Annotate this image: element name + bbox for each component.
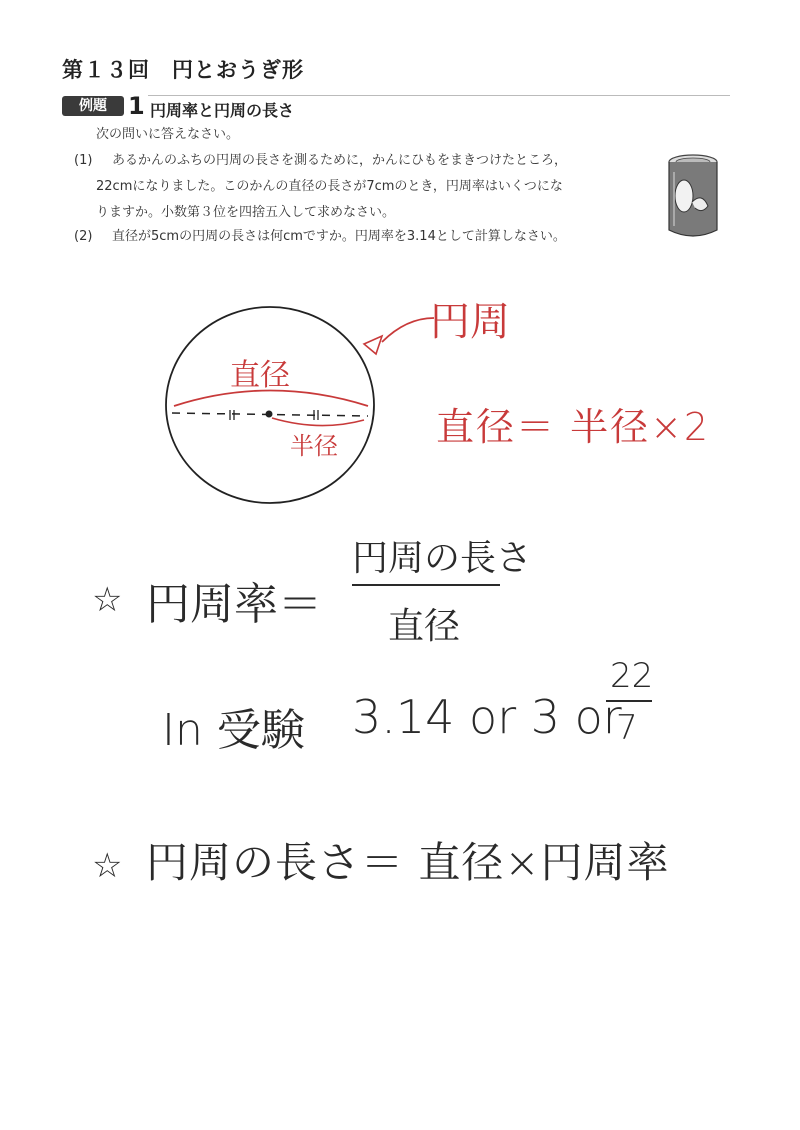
question-1-line-2: 22cmになりました。このかんの直径の長さが7cmのとき，円周率はいくつにな xyxy=(96,179,563,194)
star-icon: ☆ xyxy=(92,846,123,886)
header-divider xyxy=(148,95,730,96)
example-badge: 例題 xyxy=(62,96,124,116)
star-icon: ☆ xyxy=(92,580,123,620)
fraction-denominator: 7 xyxy=(616,708,638,748)
question-2-number: (2) xyxy=(74,229,93,244)
instruction-text: 次の問いに答えなさい。 xyxy=(96,127,240,142)
circumference-label: 円周 xyxy=(430,299,510,345)
question-1-line-1: あるかんのふちの円周の長さを測るために，かんにひもをまきつけたところ， xyxy=(112,153,568,168)
center-point xyxy=(266,411,273,418)
pi-formula-lhs: 円周率＝ xyxy=(146,579,322,630)
pi-numerator: 円周の長さ xyxy=(352,538,533,579)
circle-diagram xyxy=(150,300,390,510)
question-1-line-3: りますか。小数第３位を四捨五入して求めなさい。 xyxy=(96,205,396,220)
exam-values: 3.14 or 3 or xyxy=(352,690,622,744)
diameter-label: 直径 xyxy=(230,358,290,393)
diameter-formula: 直径＝ 半径×2 xyxy=(436,405,711,449)
question-2-line-1: 直径が5cmの円周の長さは何cmですか。円周率を3.14として計算しなさい。 xyxy=(112,229,566,244)
question-1-number: (1) xyxy=(74,153,93,168)
soda-can-illustration xyxy=(662,152,724,242)
lesson-title: 第１３回 円とおうぎ形 xyxy=(62,58,304,82)
circumference-arrow xyxy=(376,312,436,352)
radius-label: 半径 xyxy=(290,432,338,460)
fraction-numerator: 22 xyxy=(610,656,654,696)
exam-prefix: In 受験 xyxy=(162,705,305,756)
pi-denominator: 直径 xyxy=(388,606,461,647)
example-number: 1 xyxy=(128,92,145,120)
circle-outline xyxy=(166,307,374,503)
circumference-formula: 円周の長さ＝ 直径×円周率 xyxy=(146,838,670,887)
example-title: 円周率と円周の長さ xyxy=(150,101,295,120)
fraction-bar xyxy=(352,584,500,586)
fraction-bar-22-7 xyxy=(606,700,652,702)
